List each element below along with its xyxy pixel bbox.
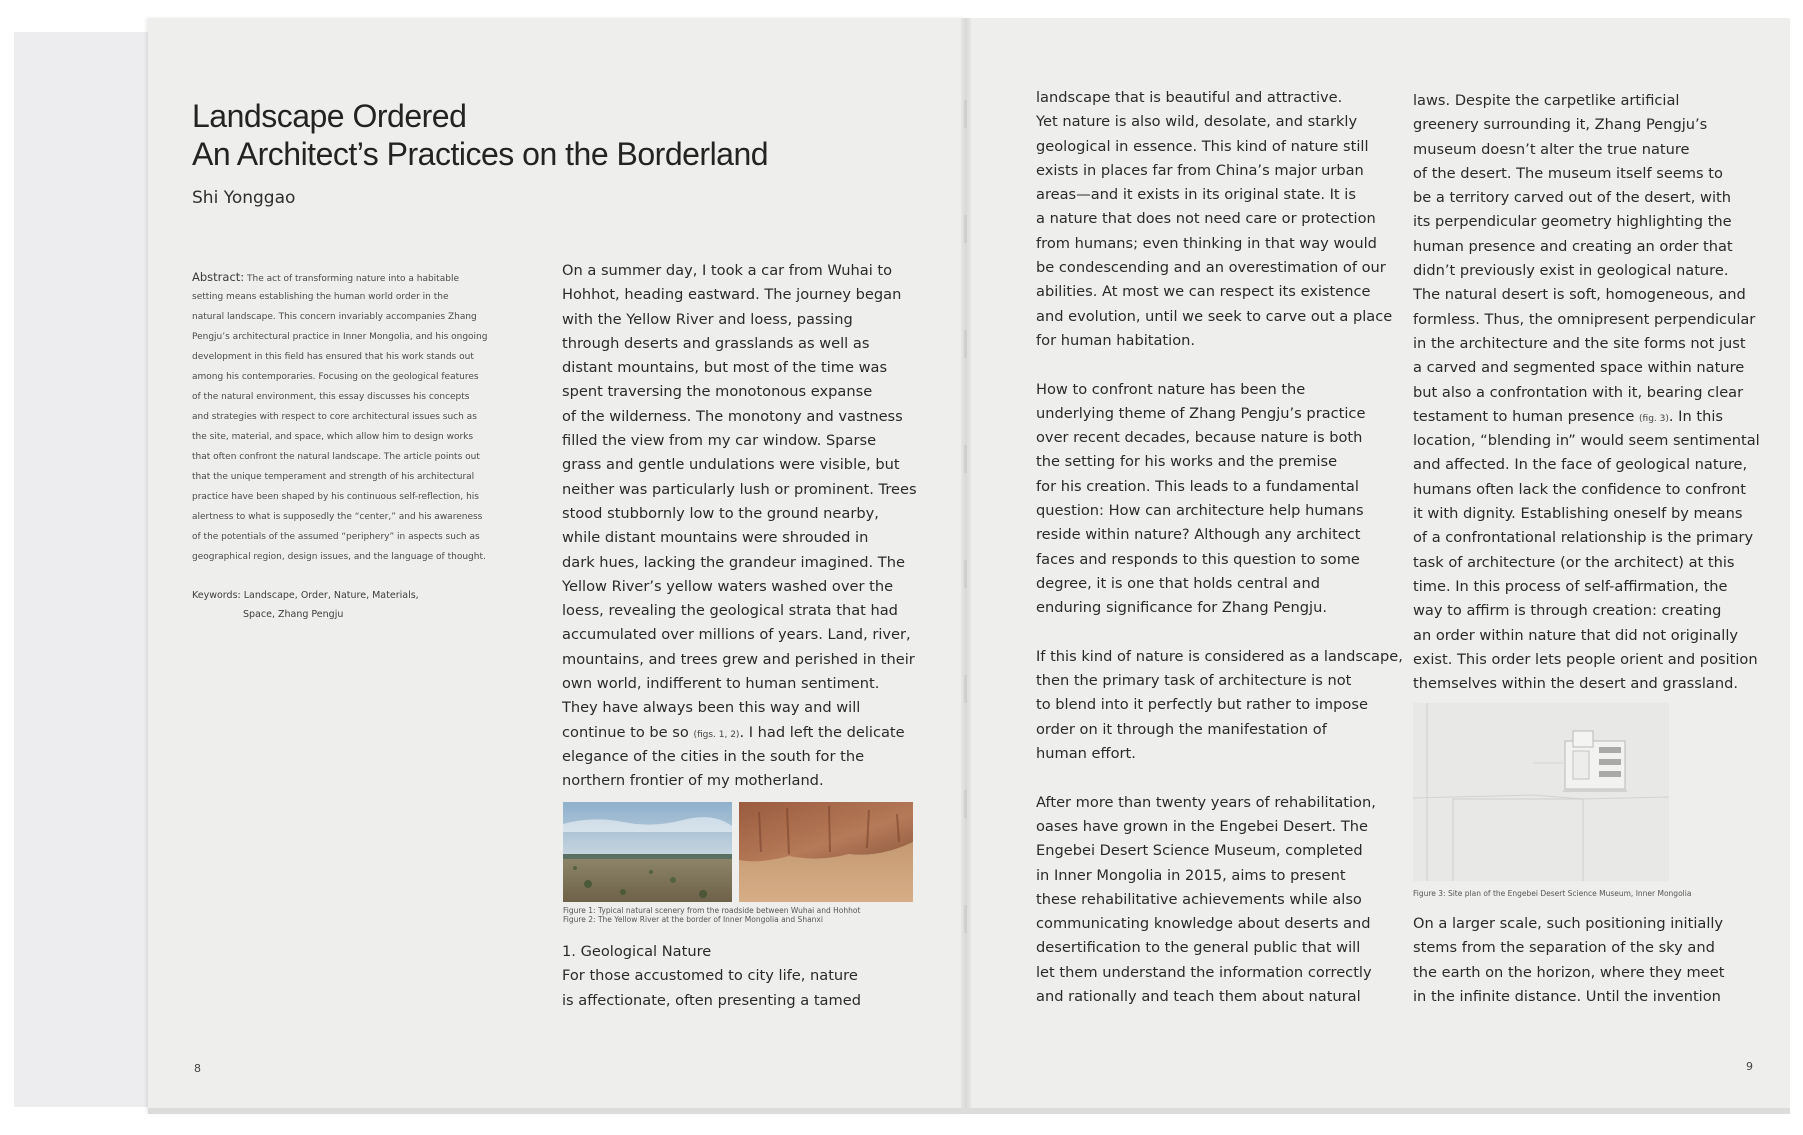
abstract-line-1: Abstract: The act of transforming nature into a habitable [192,270,459,284]
body-line: Engebei Desert Science Museum, completed [1036,842,1363,860]
binding-stitch [964,215,967,243]
binding-stitch [964,905,967,933]
right-column-2 [1413,89,1760,696]
body-line: Yellow River’s yellow waters washed over the [562,577,894,595]
body-line: filled the view from my car window. Sparse [562,432,877,450]
body-line: laws. Despite the carpetlike artificial [1413,92,1680,109]
abstract-line: among his contemporaries. Focusing on the geological features [192,372,479,382]
body-line: museum doesn’t alter the true nature [1413,140,1690,158]
body-line: while distant mountains were shrouded in [562,529,869,547]
body-line: time. In this process of self-affirmation, the [1413,577,1728,595]
body-line: order on it through the manifestation of [1036,720,1327,738]
body-line: but also a confrontation with it, bearing clear [1413,383,1744,401]
figure-3-site-plan [1413,703,1669,881]
body-line: these rehabilitative achievements while also [1036,890,1362,908]
body-line: to blend into it perfectly but rather to impose [1036,696,1368,714]
body-line: On a larger scale, such positioning initially [1413,915,1724,932]
abstract-line: of the potentials of the assumed “periphery” in aspects such as [192,532,480,542]
paragraph-gap [1036,766,1403,790]
page-edge-shadow [148,1108,1790,1114]
abstract-line: Pengju’s architectural practice in Inner Mongolia, and his ongoing [192,332,488,342]
body-line: northern frontier of my motherland. [562,772,824,790]
figure-1-photo-desert [563,802,732,902]
body-line: How to confront nature has been the [1036,380,1306,398]
body-line: a nature that does not need care or protection [1036,210,1376,228]
body-line: for human habitation. [1036,331,1196,349]
body-line: the earth on the horizon, where they meet [1413,963,1725,981]
body-line: a carved and segmented space within nature [1413,359,1745,377]
body-line: On a summer day, I took a car from Wuhai to [562,262,893,279]
body-line: its perpendicular geometry highlighting the [1413,213,1732,231]
body-line: landscape that is beautiful and attractive. [1036,89,1343,106]
body-line: loess, revealing the geological strata that had [562,602,898,620]
abstract-label: Abstract: [192,270,245,284]
body-line: didn’t previously exist in geological nature. [1413,262,1729,280]
body-line: exists in places far from China’s major urban [1036,161,1364,179]
body-line: with the Yellow River and loess, passing [562,310,853,328]
abstract-line: natural landscape. This concern invariably accompanies Zhang [192,312,477,322]
body-line: of the wilderness. The monotony and vastness [562,407,903,425]
body-line: stems from the separation of the sky and [1413,939,1715,957]
binding-stitch [964,100,967,128]
body-line: distant mountains, but most of the time was [562,359,888,377]
abstract-line: that often confront the natural landscape. The article points out [192,452,480,462]
body-line: let them understand the information correctly [1036,963,1372,981]
right-column-2-continued [1413,912,1724,1009]
body-line: Hohhot, heading eastward. The journey began [562,286,902,304]
figure-3-caption: Figure 3: Site plan of the Engebei Desert Science Museum, Inner Mongolia [1413,889,1692,898]
body-line: communicating knowledge about deserts and [1036,915,1371,933]
abstract-line: of the natural environment, this essay discusses his concepts [192,392,470,402]
figure-1-caption: Figure 1: Typical natural scenery from the roadside between Wuhai and Hohhot [563,906,861,915]
keywords-line-1: Keywords: Landscape, Order, Nature, Materials, [192,590,419,601]
body-line: stood stubbornly low to the ground nearby, [562,504,879,522]
body-line: abilities. At most we can respect its existence [1036,283,1371,301]
body-line: of a confrontational relationship is the primary [1413,529,1754,547]
body-line: is affectionate, often presenting a tamed [562,991,861,1009]
body-line: the setting for his works and the premise [1036,453,1338,471]
paragraph-gap [1036,353,1403,377]
paragraph-gap [1036,621,1403,645]
left-body-column [562,259,917,794]
section-heading: 1. Geological Nature [562,943,712,960]
body-line: greenery surrounding it, Zhang Pengju’s [1413,116,1708,134]
body-line: through deserts and grasslands as well as [562,334,870,352]
body-line-with-figure-ref: testament to human presence (fig. 3). In this [1413,407,1723,425]
binding-stitch [964,445,967,473]
body-line: accumulated over millions of years. Land, river, [562,626,911,644]
body-line: it with dignity. Establishing oneself by means [1413,505,1743,523]
body-line: human presence and creating an order that [1413,237,1733,255]
abstract-line: development in this field has ensured that his work stands out [192,352,474,362]
body-line: They have always been this way and will [562,699,861,717]
body-line: from humans; even thinking in that way would [1036,234,1377,252]
abstract-line: the site, material, and space, which allow him to design works [192,432,474,442]
body-line: The natural desert is soft, homogeneous, and [1413,286,1746,304]
right-column-1 [1036,86,1403,1009]
body-line: underlying theme of Zhang Pengju’s practice [1036,404,1366,422]
abstract-line: practice have been shaped by his continuous self-reflection, his [192,492,479,502]
body-line: areas—and it exists in its original state. It is [1036,186,1356,204]
page-number-left: 8 [194,1062,201,1075]
body-line: for his creation. This leads to a fundamental [1036,477,1359,495]
figure-2-caption: Figure 2: The Yellow River at the border of Inner Mongolia and Shanxi [563,915,823,924]
body-line: geological in essence. This kind of nature still [1036,137,1369,155]
body-line: of the desert. The museum itself seems to [1413,164,1723,182]
author-name: Shi Yonggao [192,188,296,208]
body-line: neither was particularly lush or prominent. Trees [562,480,917,498]
body-line: and rationally and teach them about natural [1036,987,1361,1005]
body-line: faces and responds to this question to some [1036,550,1360,568]
body-line: way to affirm is through creation: creating [1413,602,1722,620]
body-line-with-figure-ref: continue to be so (figs. 1, 2). I had left the delicate [562,723,905,741]
body-line: grass and gentle undulations were visible, but [562,456,900,474]
body-line: in Inner Mongolia in 2015, aims to present [1036,866,1346,884]
body-line: desertification to the general public that will [1036,939,1361,957]
figure-reference: (figs. 1, 2) [693,729,740,740]
figure-reference: (fig. 3) [1639,413,1669,424]
article-title-line-1: Landscape Ordered [192,98,467,134]
body-line: formless. Thus, the omnipresent perpendicular [1413,310,1756,328]
body-line: oases have grown in the Engebei Desert. The [1036,817,1368,835]
body-line: exist. This order lets people orient and position [1413,650,1758,668]
body-line: After more than twenty years of rehabilitation, [1036,793,1376,811]
abstract-line: geographical region, design issues, and the language of thought. [192,552,486,562]
body-line: be a territory carved out of the desert, with [1413,189,1731,207]
body-line: dark hues, lacking the grandeur imagined. The [562,553,905,571]
body-line: and evolution, until we seek to carve out a place [1036,307,1393,325]
body-line: question: How can architecture help humans [1036,502,1364,520]
abstract-line: and strategies with respect to core architectural issues such as [192,412,477,422]
cover-edge [14,32,164,1107]
figure-2-photo-yellow-river [739,802,913,902]
body-line: reside within nature? Although any architect [1036,526,1361,544]
body-line: an order within nature that did not originally [1413,626,1739,644]
body-line: own world, indifferent to human sentiment. [562,675,880,693]
body-line: For those accustomed to city life, nature [562,967,858,985]
body-line: themselves within the desert and grassland. [1413,675,1738,693]
body-line: elegance of the cities in the south for the [562,747,865,765]
body-line: Yet nature is also wild, desolate, and starkly [1036,113,1358,131]
body-line: mountains, and trees grew and perished in their [562,650,915,668]
body-line: If this kind of nature is considered as a landscape, [1036,647,1403,665]
binding-stitch [964,675,967,703]
abstract-line: setting means establishing the human world order in the [192,292,449,302]
binding-stitch [964,790,967,818]
body-line: human effort. [1036,745,1136,763]
body-line: then the primary task of architecture is not [1036,672,1352,690]
section-geological-nature [562,940,861,1013]
article-title-line-2: An Architect’s Practices on the Borderland [192,136,769,172]
abstract-line: that the unique temperament and strength of his architectural [192,472,475,482]
binding-stitch [964,330,967,358]
body-line: enduring significance for Zhang Pengju. [1036,599,1327,617]
body-line: be condescending and an overestimation of our [1036,259,1386,277]
abstract-block [192,267,492,567]
body-line: humans often lack the confidence to confront [1413,480,1746,498]
abstract-line: alertness to what is supposedly the “center,” and his awareness [192,512,483,522]
body-line: spent traversing the monotonous expanse [562,383,873,401]
page-number-right: 9 [1746,1060,1753,1073]
body-line: in the infinite distance. Until the invention [1413,987,1721,1005]
binding-stitch [964,560,967,588]
body-line: and affected. In the face of geological nature, [1413,456,1748,474]
body-line: over recent decades, because nature is both [1036,429,1363,447]
keywords-line-2: Space, Zhang Pengju [243,609,344,620]
body-line: in the architecture and the site forms not just [1413,334,1746,352]
body-line: task of architecture (or the architect) at this [1413,553,1735,571]
body-line: degree, it is one that holds central and [1036,574,1321,592]
body-line: location, “blending in” would seem sentimental [1413,432,1760,450]
